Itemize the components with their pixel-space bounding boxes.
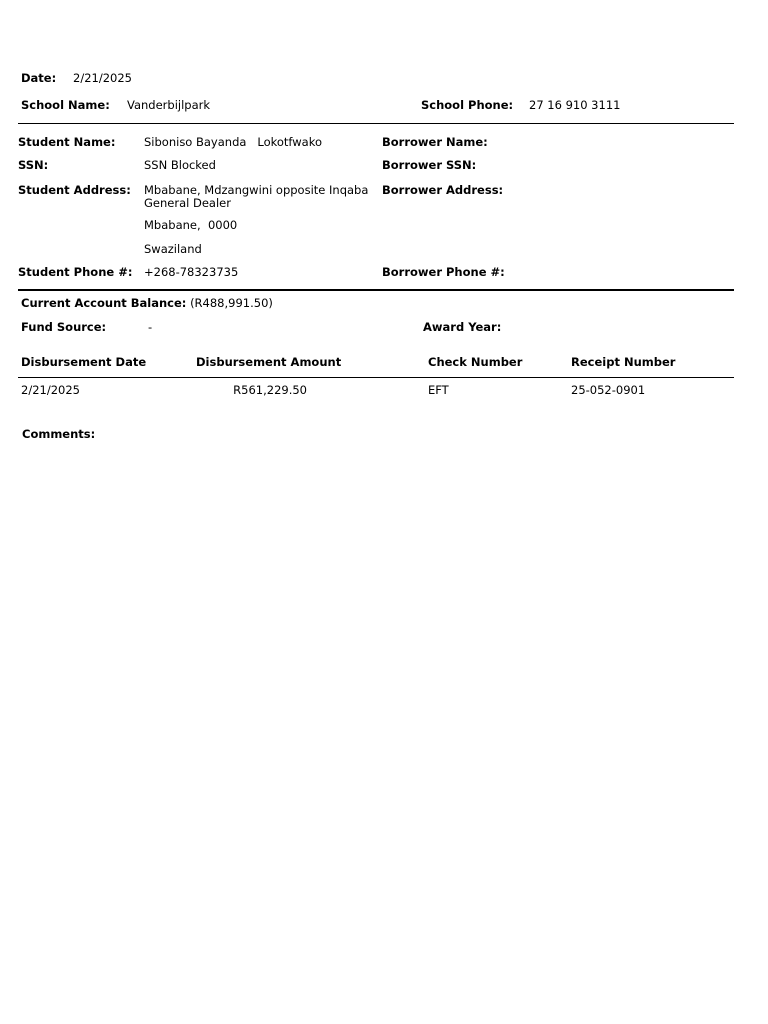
table-header-divider xyxy=(18,377,734,378)
borrower-name-label: Borrower Name: xyxy=(382,135,488,149)
row-check: EFT xyxy=(428,383,449,397)
ssn-value: SSN Blocked xyxy=(144,158,216,172)
col-header-amount: Disbursement Amount xyxy=(196,355,342,369)
fund-source-value: - xyxy=(148,320,153,334)
header-divider xyxy=(18,123,734,124)
student-phone-label: Student Phone #: xyxy=(18,265,133,279)
col-header-receipt: Receipt Number xyxy=(571,355,676,369)
school-phone-value: 27 16 910 3111 xyxy=(529,98,621,112)
balance-line xyxy=(21,296,273,310)
school-name-label: School Name: xyxy=(21,98,110,112)
balance-label: Current Account Balance: xyxy=(21,296,187,310)
date-label: Date: xyxy=(21,71,57,85)
comments-label: Comments: xyxy=(22,427,96,441)
student-name-label: Student Name: xyxy=(18,135,116,149)
student-phone-value: +268-78323735 xyxy=(144,265,239,279)
student-name-value: Siboniso Bayanda Lokotfwako xyxy=(144,135,323,149)
fund-source-label: Fund Source: xyxy=(21,320,107,334)
row-receipt: 25-052-0901 xyxy=(571,383,646,397)
student-address-label: Student Address: xyxy=(18,183,131,197)
date-value: 2/21/2025 xyxy=(73,71,132,85)
col-header-date: Disbursement Date xyxy=(21,355,147,369)
borrower-ssn-label: Borrower SSN: xyxy=(382,158,477,172)
student-address-line1: Mbabane, Mdzangwini opposite Inqaba xyxy=(144,183,369,197)
borrower-phone-label: Borrower Phone #: xyxy=(382,265,505,279)
school-phone-label: School Phone: xyxy=(421,98,514,112)
school-name-value: Vanderbijlpark xyxy=(127,98,211,112)
row-date: 2/21/2025 xyxy=(21,383,80,397)
student-divider xyxy=(18,289,734,291)
balance-value: (R488,991.50) xyxy=(190,296,273,310)
student-address-line2: General Dealer xyxy=(144,196,231,210)
col-header-check: Check Number xyxy=(428,355,523,369)
award-year-label: Award Year: xyxy=(423,320,502,334)
row-amount: R561,229.50 xyxy=(233,383,307,397)
student-address-city: Mbabane, 0000 xyxy=(144,218,238,232)
borrower-address-label: Borrower Address: xyxy=(382,183,504,197)
ssn-label: SSN: xyxy=(18,158,49,172)
student-address-country: Swaziland xyxy=(144,242,202,256)
